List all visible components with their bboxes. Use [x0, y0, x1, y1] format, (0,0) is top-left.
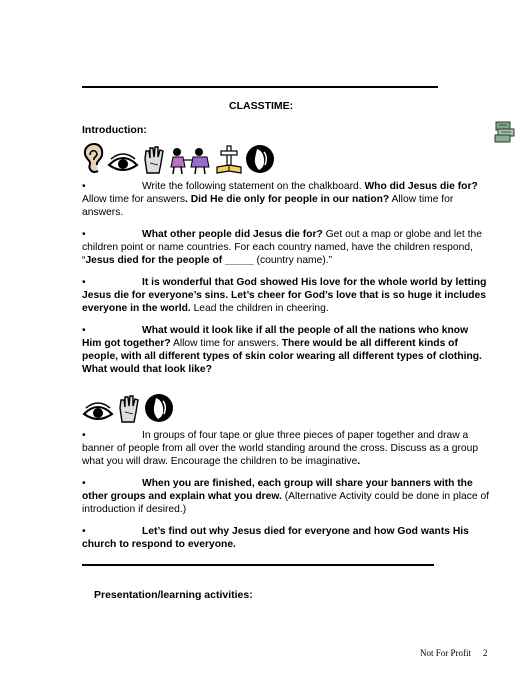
paragraph-1 — [82, 180, 490, 219]
bullet: • — [82, 181, 86, 192]
icon-row-intro — [82, 143, 275, 175]
introduction-heading: Introduction: — [82, 124, 147, 136]
children-icon — [169, 147, 213, 175]
hand-icon — [117, 394, 141, 424]
p2-text-d: (country name).” — [253, 255, 333, 266]
paragraph-4 — [82, 324, 490, 376]
p1-text-b: Who did Jesus die for? — [364, 181, 478, 192]
paragraph-7 — [82, 525, 490, 551]
p2-text-a: What other people did Jesus die for? — [142, 229, 323, 240]
bullet: • — [82, 430, 86, 441]
page-footer — [420, 648, 488, 658]
p7-text-a: Let’s find out why Jesus died for everyone and how God wants His church to respond to everyone. — [82, 526, 469, 550]
paragraph-5 — [82, 429, 490, 468]
p4-text-c: There would be all different kinds of people, with all different types of skin color wearing all different types of clothing. What would that look like? — [82, 338, 482, 375]
bullet: • — [82, 325, 86, 336]
page-title: CLASSTIME: — [229, 100, 294, 112]
p3-text-b: Lead the children in cheering. — [190, 303, 329, 314]
p1-text-c: Allow time for answers — [82, 194, 185, 205]
footer-text: Not For Profit — [420, 648, 472, 658]
p3-text-a: It is wonderful that God showed His love for the whole world by letting Jesus die for everyone’s sins. Let’s cheer for God’s love that is so huge it includes everyone in the world. — [82, 277, 487, 314]
paragraph-2 — [82, 228, 490, 267]
p2-text-b: Get out a map or globe and let the children point or name countries. For each country named, have the children respond, “ — [82, 229, 482, 266]
p6-text-b: (Alternative Activity could be done in place of introduction if desired.) — [82, 491, 490, 515]
bottom-rule — [82, 564, 434, 566]
p1-text-a: Write the following statement on the chalkboard. — [142, 181, 365, 192]
eye-icon — [107, 153, 139, 175]
p5-text-b: . — [357, 456, 361, 467]
p1-text-e: Allow time for answers. — [82, 194, 454, 218]
p2-text-c: Jesus died for the people of _____ — [85, 255, 254, 266]
paragraph-6 — [82, 477, 490, 516]
eye-icon — [82, 402, 114, 424]
p1-text-d: . Did He die only for people in our nation? — [185, 194, 390, 205]
cross-bible-icon — [216, 145, 242, 175]
p4-text-a: What would it look like if all the people of all the nations who know Him got together? — [82, 325, 469, 349]
p5-text-a: In groups of four tape or glue three pieces of paper together and draw a banner of people from all over the world standing around the cross. Discuss as a group what you will draw. Encourage the children to be imaginative — [82, 430, 479, 467]
bullet: • — [82, 229, 86, 240]
bullet: • — [82, 526, 86, 537]
p6-text-a: When you are finished, each group will share your banners with the other groups and explain what you drew. — [82, 478, 473, 502]
bullet: • — [82, 478, 86, 489]
books-icon — [494, 118, 518, 149]
praying-hands-icon — [144, 392, 174, 424]
icon-row-activity — [82, 392, 174, 424]
paragraph-3 — [82, 276, 490, 315]
page-number: 2 — [483, 648, 488, 658]
praying-hands-icon — [245, 143, 275, 175]
p4-text-b: Allow time for answers. — [170, 338, 282, 349]
ear-icon — [82, 143, 104, 175]
bullet: • — [82, 277, 86, 288]
hand-icon — [142, 145, 166, 175]
presentation-heading: Presentation/learning activities: — [94, 589, 253, 601]
top-rule — [82, 86, 438, 88]
